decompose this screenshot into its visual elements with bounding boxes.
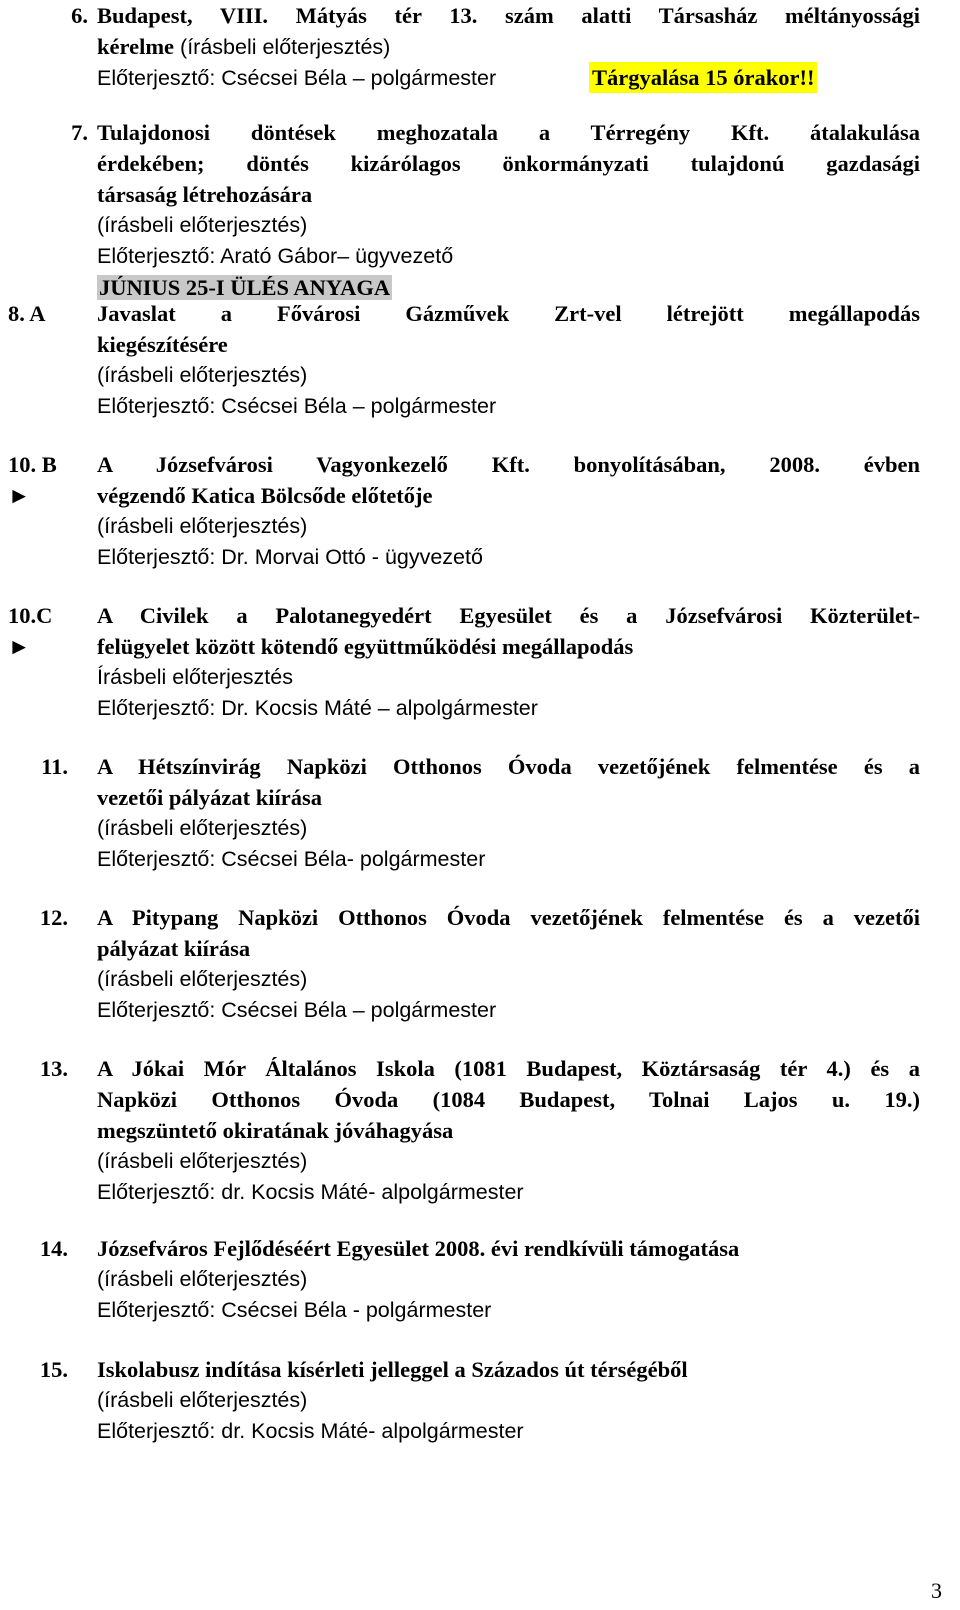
item-title-line: vezetői pályázat kiírása [97,785,322,810]
item-title-line: kiegészítésére [97,332,228,357]
item-title-line: A Jókai Mór Általános Iskola (1081 Budapest, Köztársaság tér 4.) és a [97,1056,920,1081]
item-presenter: Előterjesztő: Dr. Kocsis Máté – alpolgármester [97,696,538,720]
item-submission: (írásbeli előterjesztés) [97,967,308,991]
item-title-line: pályázat kiírása [97,936,251,961]
item-presenter: Előterjesztő: Csécsei Béla – polgármester [97,998,497,1022]
item-number: 15. [39,1357,68,1382]
item-title-line: végzendő Katica Bölcsőde előtetője [97,483,433,508]
item-submission: (írásbeli előterjesztés) [97,1388,308,1412]
item-presenter: Előterjesztő: Csécsei Béla – polgármester [97,394,497,418]
item-presenter: Előterjesztő: dr. Kocsis Máté- alpolgármester [97,1180,524,1204]
item-title-line: felügyelet között kötendő együttműködési megállapodás [97,634,634,659]
item-title-line: A Józsefvárosi Vagyonkezelő Kft. bonyolításában, 2008. évben [97,452,920,477]
item-submission: (írásbeli előterjesztés) [97,514,308,538]
item-title-line: érdekében; döntés kizárólagos önkormányzati tulajdonú gazdasági [97,151,920,176]
item-number: 12. [39,905,68,930]
item-number: 8. A [8,301,46,326]
item-number: 13. [39,1056,68,1081]
item-submission: (írásbeli előterjesztés) [97,213,308,237]
item-presenter-row [97,62,920,93]
item-submission: (írásbeli előterjesztés) [174,35,391,59]
item-submission: (írásbeli előterjesztés) [97,816,308,840]
item-title-line: Józsefváros Fejlődéséért Egyesület 2008. évi rendkívüli támogatása [97,1236,740,1261]
item-number: 10. B [8,452,57,477]
item-number: 10.C [8,603,53,628]
item-title-line: A Pitypang Napközi Otthonos Óvoda vezetőjének felmentése és a vezetői [97,905,920,930]
item-submission: (írásbeli előterjesztés) [97,1267,308,1291]
item-presenter: Előterjesztő: Csécsei Béla- polgármester [97,847,486,871]
item-submission: (írásbeli előterjesztés) [97,1149,308,1173]
item-title-line: A Hétszínvirág Napközi Otthonos Óvoda vezetőjének felmentése és a [97,754,920,779]
meeting-note-badge: JÚNIUS 25-I ÜLÉS ANYAGA [99,275,391,300]
arrow-marker-icon: ► [8,634,31,659]
item-presenter: Előterjesztő: Arató Gábor– ügyvezető [97,244,454,268]
item-title-bold: kérelme [97,34,175,59]
item-title-line: A Civilek a Palotanegyedért Egyesület és a Józsefvárosi Közterület- [97,603,920,628]
item-title-line: társaság létrehozására [97,182,313,207]
arrow-marker-icon: ► [8,483,31,508]
item-number: 6. [71,3,88,28]
item-number: 11. [41,754,68,779]
item-title-line: Iskolabusz indítása kísérleti jelleggel a Százados út térségéből [97,1357,688,1382]
item-number: 14. [39,1236,68,1261]
item-title-line [97,31,920,62]
item-presenter: Előterjesztő: dr. Kocsis Máté- alpolgármester [97,1419,524,1443]
item-number: 7. [71,120,88,145]
page-number: 3 [931,1578,942,1603]
item-title-line: Tulajdonosi döntések meghozatala a Térregény Kft. átalakulása [97,120,920,145]
item-title-line: Napközi Otthonos Óvoda (1084 Budapest, Tolnai Lajos u. 19.) [97,1087,920,1112]
item-presenter: Előterjesztő: Dr. Morvai Ottó - ügyvezető [97,545,483,569]
item-submission: (írásbeli előterjesztés) [97,363,308,387]
item-presenter: Előterjesztő: Csécsei Béla – polgármester [97,66,497,90]
item-title-line: Javaslat a Fővárosi Gázművek Zrt-vel létrejött megállapodás [97,301,920,326]
item-submission: Írásbeli előterjesztés [97,665,293,689]
item-title-line: Budapest, VIII. Mátyás tér 13. szám alatti Társasház méltányossági [97,3,920,28]
item-presenter: Előterjesztő: Csécsei Béla - polgármester [97,1298,492,1322]
schedule-highlight: Tárgyalása 15 órakor!! [589,62,817,93]
item-title-line: megszüntető okiratának jóváhagyása [97,1118,454,1143]
